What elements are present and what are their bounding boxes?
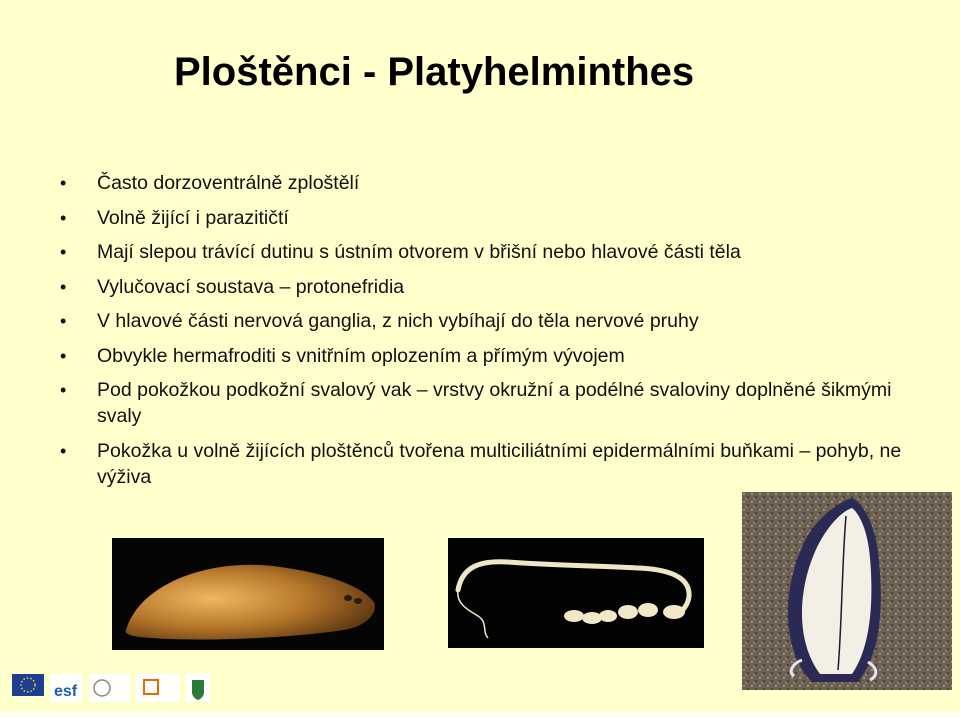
sponsor-logos [10, 668, 230, 712]
bullet-item [60, 274, 940, 300]
bullet-list [60, 170, 940, 498]
msmt-logo [136, 674, 180, 702]
footer-strip [0, 712, 960, 716]
bullet-dot: • [60, 276, 67, 297]
bullet-text: V hlavové části nervová ganglia, z nich vybíhají do těla nervové pruhy [97, 310, 699, 332]
bullet-text: Mají slepou trávící dutinu s ústním otvorem v břišní nebo hlavové části těla [97, 241, 741, 263]
bullet-item [60, 308, 940, 334]
op-logo [90, 674, 130, 702]
bullet-text: Pod pokožkou podkožní svalový vak – vrstvy okružní a podélné svaloviny doplněné šikmými svaly [97, 379, 892, 427]
bullet-dot: • [60, 440, 67, 461]
bullet-text: Vylučovací soustava – protonefridia [97, 275, 405, 298]
esf-logo [50, 674, 82, 702]
bullet-text: Obvykle hermafroditi s vnitřním oplozením a přímým vývojem [97, 344, 625, 367]
bullet-item [60, 438, 940, 490]
bullet-item [60, 377, 940, 429]
bullet-text: Volně žijící i parazitičtí [97, 206, 289, 229]
bullet-dot: • [60, 311, 67, 331]
university-logo [186, 674, 210, 702]
bullet-text: Pokožka u volně žijících ploštěnců tvořena multiciliátními epidermálními buňkami – pohyb, ne výživa [97, 439, 902, 488]
bullet-item [60, 343, 940, 369]
bullet-dot: • [60, 345, 67, 366]
bullet-dot: • [60, 173, 67, 193]
bullet-dot: • [60, 242, 67, 262]
eu-flag-logo [12, 674, 44, 696]
bullet-item [60, 170, 940, 196]
tapeworm-photo [448, 538, 704, 648]
marine-flatworm-photo [742, 492, 952, 690]
bullet-dot: • [60, 207, 67, 228]
planarian-photo [112, 538, 384, 650]
bullet-item [60, 239, 940, 265]
svg-text:esf: esf [54, 683, 78, 700]
slide-title: Ploštěnci - Platyhelminthes [174, 50, 695, 94]
bullet-text: Často dorzoventrálně zploštělí [97, 172, 360, 194]
bullet-item [60, 205, 940, 231]
bullet-dot: • [60, 380, 67, 400]
